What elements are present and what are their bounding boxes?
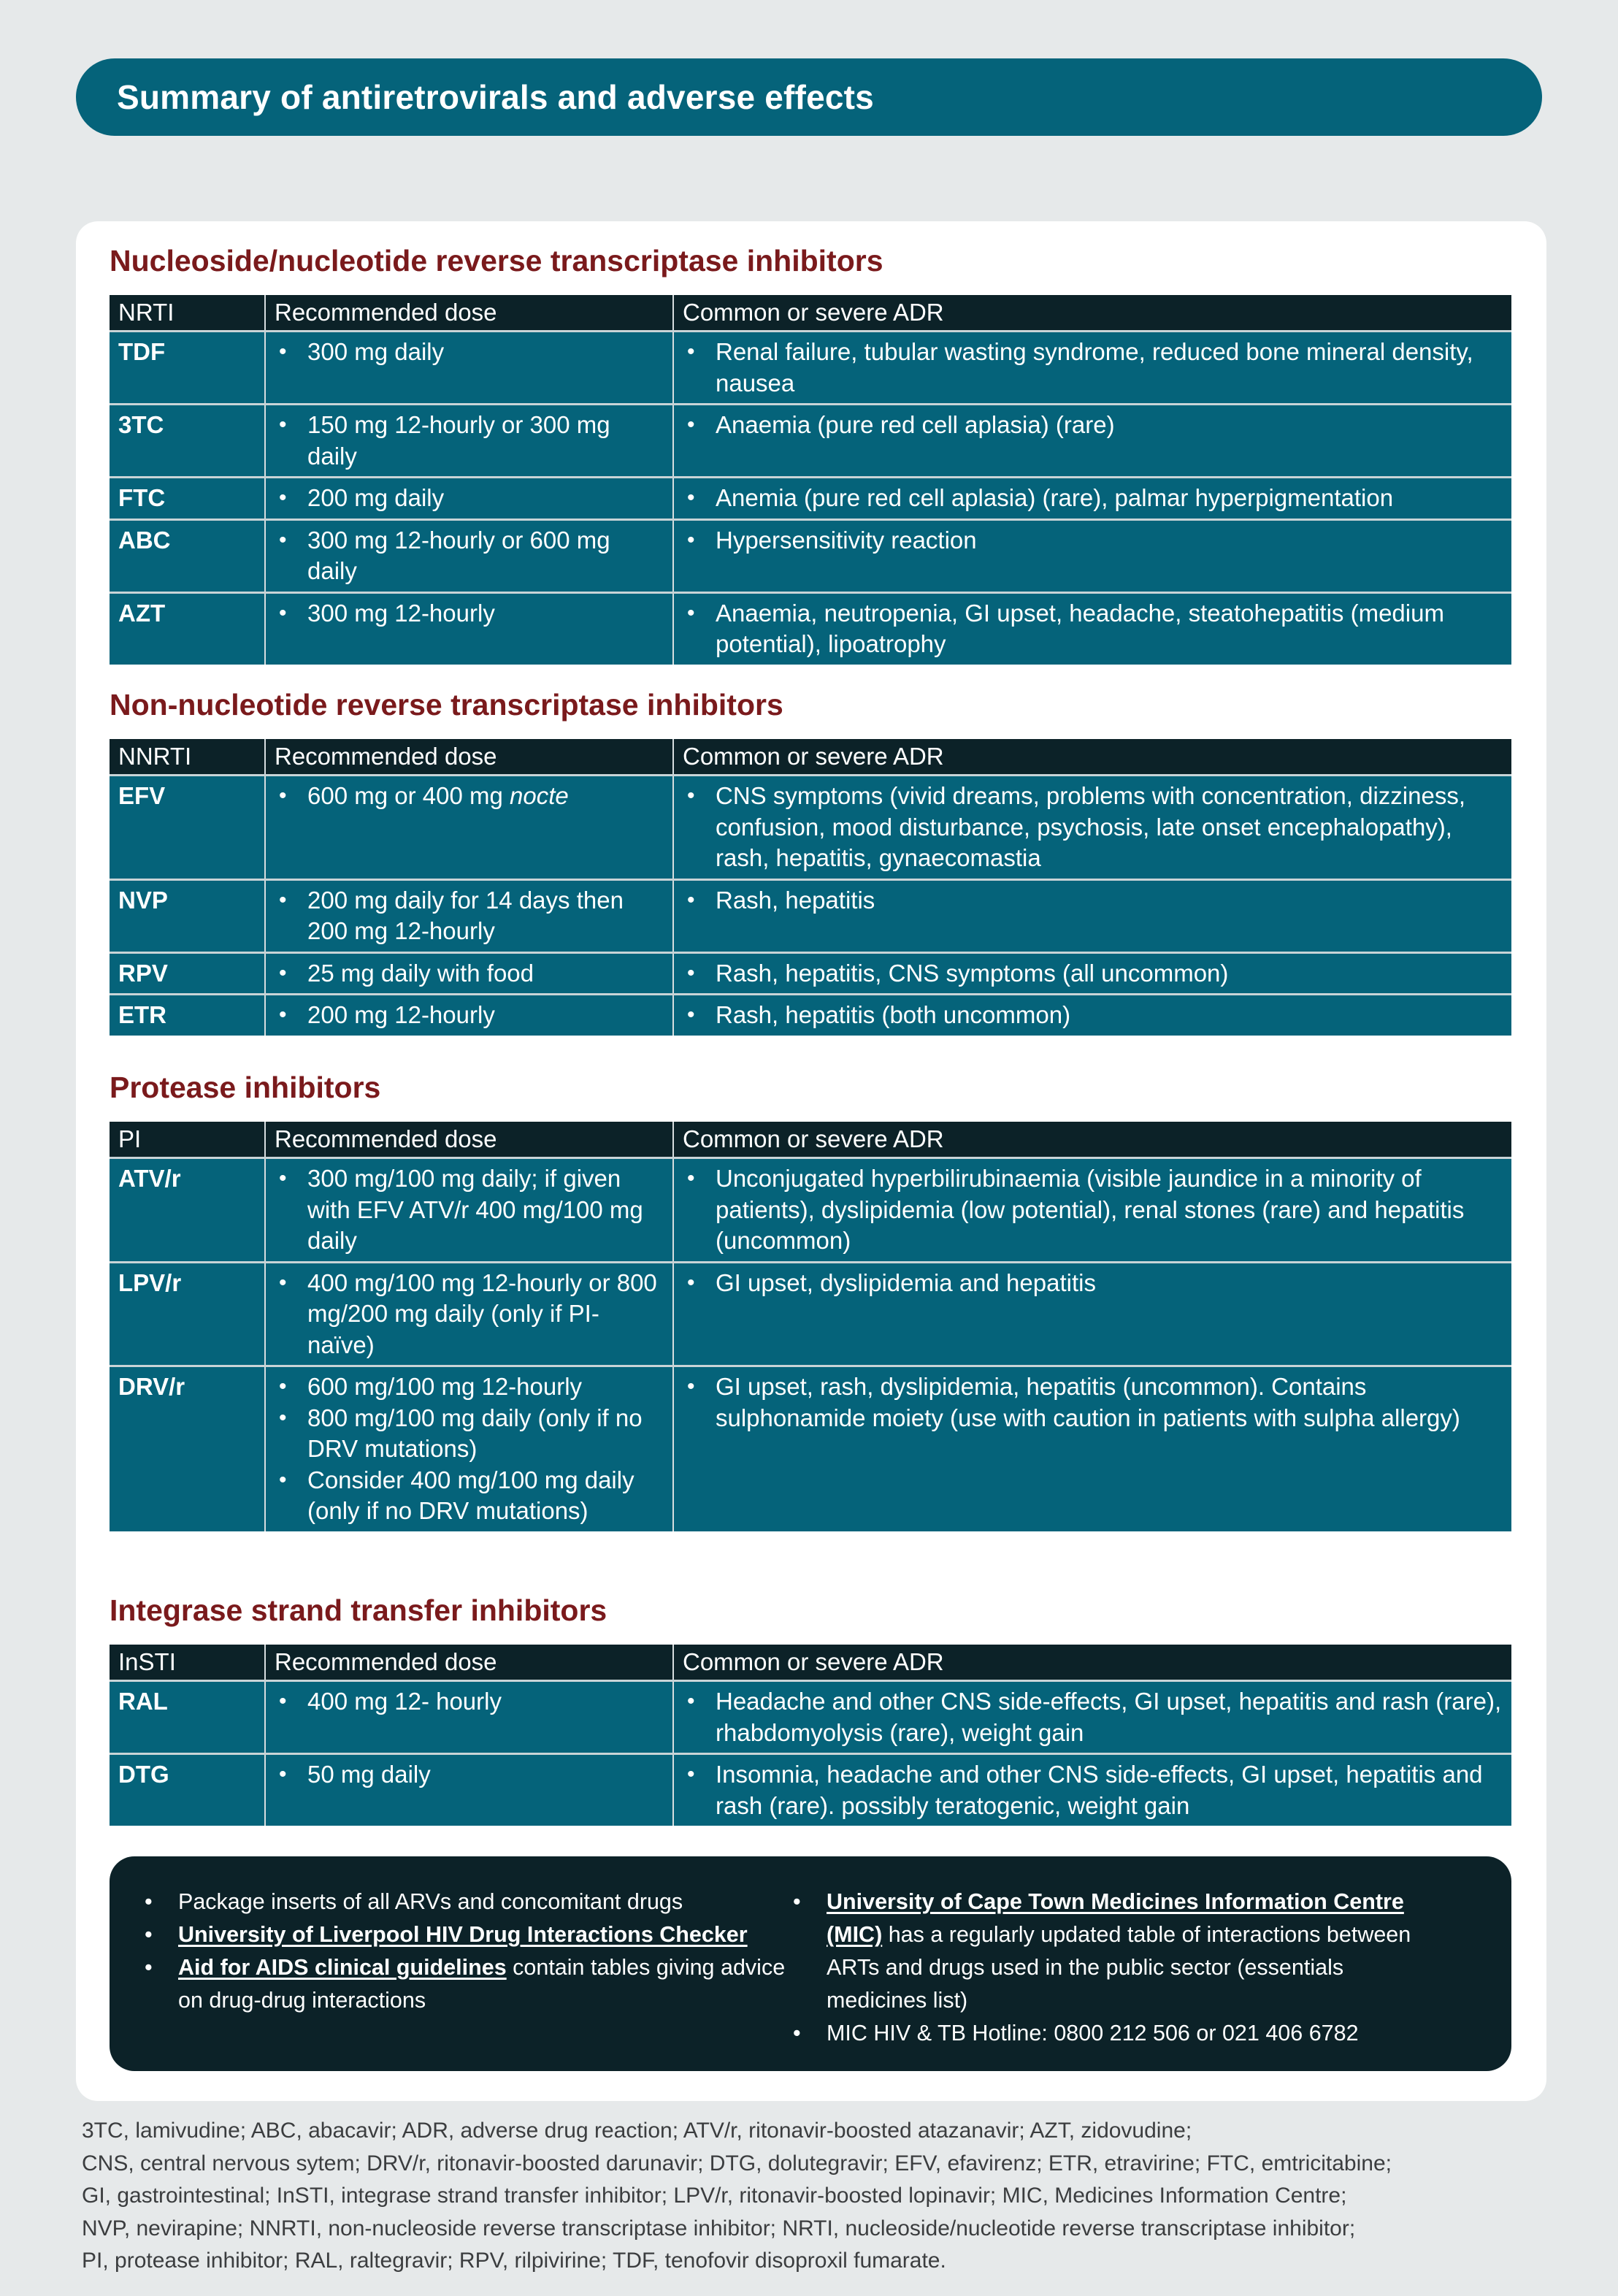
adr-item: • Rash, hepatitis, CNS symptoms (all uncommon) <box>683 958 1504 990</box>
insti-table <box>110 1645 1511 1826</box>
column-header-dose: Recommended dose <box>265 295 673 332</box>
column-header-class: NNRTI <box>110 739 265 776</box>
dose-cell <box>265 332 673 405</box>
dose-item: • Consider 400 mg/100 mg daily (only if no DRV mutations) <box>275 1465 665 1527</box>
drug-name: ABC <box>110 519 265 592</box>
column-header-dose: Recommended dose <box>265 739 673 776</box>
dose-cell <box>265 405 673 478</box>
dose-timing: nocte <box>510 782 569 809</box>
resources-left <box>145 1886 793 2071</box>
section-heading-nnrti: Non-nucleotide reverse transcriptase inhibitors <box>110 688 783 722</box>
resource-item <box>145 1918 793 1951</box>
nrti-table <box>110 295 1511 665</box>
nnrti-table <box>110 739 1511 1036</box>
drug-name: AZT <box>110 592 265 665</box>
resource-item: • University of Cape Town Medicines Information Centre (MIC) has a regularly updated table of interactions between ARTs and drugs used in the public sector (essentials medicines list) <box>793 1886 1435 2017</box>
adr-cell <box>673 1366 1511 1531</box>
adr-cell <box>673 776 1511 880</box>
table-row <box>110 519 1511 592</box>
dose-item: • 150 mg 12-hourly or 300 mg daily <box>275 410 665 472</box>
footnote-line: GI, gastrointestinal; InSTI, integrase strand transfer inhibitor; LPV/r, ritonavir-boosted lopinavir; MIC, Medicines Information Centre; <box>82 2184 1347 2208</box>
column-header-class: InSTI <box>110 1645 265 1681</box>
aid-for-aids-link[interactable]: Aid for AIDS clinical guidelines <box>178 1955 507 1980</box>
drug-name: DRV/r <box>110 1366 265 1531</box>
table-row <box>110 478 1511 520</box>
drug-name: 3TC <box>110 405 265 478</box>
resource-item: • Aid for AIDS clinical guidelines contain tables giving advice on drug-drug interactions <box>145 1951 793 2017</box>
dose-cell <box>265 776 673 880</box>
table-row <box>110 1366 1511 1531</box>
adr-item: • Renal failure, tubular wasting syndrome, reduced bone mineral density, nausea <box>683 337 1504 399</box>
table-row <box>110 592 1511 665</box>
resources-box <box>110 1856 1511 2071</box>
dose-item: • 50 mg daily <box>275 1759 665 1791</box>
table-row <box>110 776 1511 880</box>
dose-item: • 300 mg 12-hourly or 600 mg daily <box>275 525 665 587</box>
page-title: Summary of antiretrovirals and adverse effects <box>117 78 874 116</box>
dose-cell <box>265 879 673 952</box>
dose-item: • 300 mg/100 mg daily; if given with EFV ATV/r 400 mg/100 mg daily <box>275 1163 665 1257</box>
dose-cell <box>265 952 673 995</box>
resource-item: • MIC HIV & TB Hotline: 0800 212 506 or 021 406 6782 <box>793 2017 1435 2050</box>
column-header-class: PI <box>110 1122 265 1158</box>
dose-item: • 600 mg/100 mg 12-hourly <box>275 1371 665 1403</box>
adr-cell <box>673 1754 1511 1826</box>
footnote-line: NVP, nevirapine; NNRTI, non-nucleoside reverse transcriptase inhibitor; NRTI, nucleoside/nucleotide reverse transcriptase inhibitor; <box>82 2216 1356 2240</box>
dose-item: • 300 mg 12-hourly <box>275 598 665 630</box>
adr-item: • GI upset, dyslipidemia and hepatitis <box>683 1268 1504 1299</box>
adr-item: • Anaemia (pure red cell aplasia) (rare) <box>683 410 1504 441</box>
resources-right <box>793 1886 1435 2071</box>
dose-item: • 200 mg 12-hourly <box>275 1000 665 1031</box>
title-banner <box>76 58 1542 136</box>
adr-item: • Hypersensitivity reaction <box>683 525 1504 556</box>
dose-cell <box>265 519 673 592</box>
column-header-adr: Common or severe ADR <box>673 739 1511 776</box>
adr-cell <box>673 519 1511 592</box>
drug-name: NVP <box>110 879 265 952</box>
adr-item: • Unconjugated hyperbilirubinaemia (visible jaundice in a minority of patients), dyslipidemia (low potential), renal stones (rare) and hepatitis (uncommon) <box>683 1163 1504 1257</box>
column-header-dose: Recommended dose <box>265 1645 673 1681</box>
adr-cell <box>673 952 1511 995</box>
resource-item: • Package inserts of all ARVs and concomitant drugs <box>145 1886 793 1918</box>
dose-cell <box>265 995 673 1036</box>
dose-item: • 200 mg daily for 14 days then 200 mg 12-hourly <box>275 885 665 947</box>
dose-cell <box>265 478 673 520</box>
drug-name: ETR <box>110 995 265 1036</box>
table-row <box>110 1262 1511 1366</box>
hotline-number-1: 0800 212 506 <box>1054 2021 1190 2046</box>
liverpool-link[interactable]: University of Liverpool HIV Drug Interactions Checker <box>178 1922 748 1947</box>
adr-item: • Anemia (pure red cell aplasia) (rare), palmar hyperpigmentation <box>683 483 1504 514</box>
uct-mic-link[interactable]: University of Cape Town Medicines Information Centre (MIC) <box>827 1889 1404 1947</box>
adr-cell <box>673 1681 1511 1754</box>
dose-cell <box>265 1366 673 1531</box>
abbreviations-footnote <box>82 2115 1542 2278</box>
drug-name: ATV/r <box>110 1158 265 1263</box>
footnote-line: 3TC, lamivudine; ABC, abacavir; ADR, adverse drug reaction; ATV/r, ritonavir-boosted atazanavir; AZT, zidovudine; <box>82 2119 1192 2143</box>
hotline-number-2: 021 406 6782 <box>1222 2021 1359 2046</box>
table-row <box>110 332 1511 405</box>
adr-item: • Rash, hepatitis <box>683 885 1504 917</box>
table-row <box>110 995 1511 1036</box>
drug-name: LPV/r <box>110 1262 265 1366</box>
drug-name: DTG <box>110 1754 265 1826</box>
pi-table <box>110 1122 1511 1531</box>
adr-item: • Anaemia, neutropenia, GI upset, headache, steatohepatitis (medium potential), lipoatrophy <box>683 598 1504 660</box>
column-header-dose: Recommended dose <box>265 1122 673 1158</box>
adr-item: • Headache and other CNS side-effects, GI upset, hepatitis and rash (rare), rhabdomyolysis (rare), weight gain <box>683 1686 1504 1748</box>
adr-cell <box>673 405 1511 478</box>
dose-item: • 200 mg daily <box>275 483 665 514</box>
adr-item: • Insomnia, headache and other CNS side-effects, GI upset, hepatitis and rash (rare). possibly teratogenic, weight gain <box>683 1759 1504 1821</box>
dose-cell <box>265 592 673 665</box>
column-header-class: NRTI <box>110 295 265 332</box>
dose-cell <box>265 1681 673 1754</box>
adr-cell <box>673 1262 1511 1366</box>
adr-item: • Rash, hepatitis (both uncommon) <box>683 1000 1504 1031</box>
table-row <box>110 952 1511 995</box>
adr-cell <box>673 478 1511 520</box>
table-row <box>110 1681 1511 1754</box>
column-header-adr: Common or severe ADR <box>673 1122 1511 1158</box>
drug-name: RPV <box>110 952 265 995</box>
section-heading-insti: Integrase strand transfer inhibitors <box>110 1593 607 1627</box>
dose-item: • 800 mg/100 mg daily (only if no DRV mutations) <box>275 1403 665 1465</box>
adr-cell <box>673 592 1511 665</box>
dose-item: • 400 mg/100 mg 12-hourly or 800 mg/200 mg daily (only if PI-naïve) <box>275 1268 665 1361</box>
footnote-line: PI, protease inhibitor; RAL, raltegravir; RPV, rilpivirine; TDF, tenofovir disoproxil fumarate. <box>82 2249 946 2273</box>
dose-item: • 600 mg or 400 mg nocte <box>275 781 665 812</box>
dose-cell <box>265 1262 673 1366</box>
dose-cell <box>265 1158 673 1263</box>
adr-item: • CNS symptoms (vivid dreams, problems with concentration, dizziness, confusion, mood disturbance, psychosis, late onset encephalopathy), rash, hepatitis, gynaecomastia <box>683 781 1504 874</box>
column-header-adr: Common or severe ADR <box>673 1645 1511 1681</box>
section-heading-pi: Protease inhibitors <box>110 1071 381 1104</box>
dose-cell <box>265 1754 673 1826</box>
dose-item: • 300 mg daily <box>275 337 665 368</box>
adr-cell <box>673 332 1511 405</box>
footnote-line: CNS, central nervous sytem; DRV/r, ritonavir-boosted darunavir; DTG, dolutegravir; EFV, efavirenz; ETR, etravirine; FTC, emtricitabine; <box>82 2151 1392 2176</box>
drug-name: EFV <box>110 776 265 880</box>
table-row <box>110 1158 1511 1263</box>
drug-name: FTC <box>110 478 265 520</box>
drug-name: RAL <box>110 1681 265 1754</box>
drug-name: TDF <box>110 332 265 405</box>
adr-cell <box>673 1158 1511 1263</box>
table-row <box>110 879 1511 952</box>
adr-item: • GI upset, rash, dyslipidemia, hepatitis (uncommon). Contains sulphonamide moiety (use with caution in patients with sulpha allergy) <box>683 1371 1504 1434</box>
column-header-adr: Common or severe ADR <box>673 295 1511 332</box>
table-row <box>110 405 1511 478</box>
adr-cell <box>673 995 1511 1036</box>
table-row <box>110 1754 1511 1826</box>
adr-cell <box>673 879 1511 952</box>
dose-item: • 25 mg daily with food <box>275 958 665 990</box>
dose-item: • 400 mg 12- hourly <box>275 1686 665 1718</box>
section-heading-nrti: Nucleoside/nucleotide reverse transcriptase inhibitors <box>110 244 883 278</box>
